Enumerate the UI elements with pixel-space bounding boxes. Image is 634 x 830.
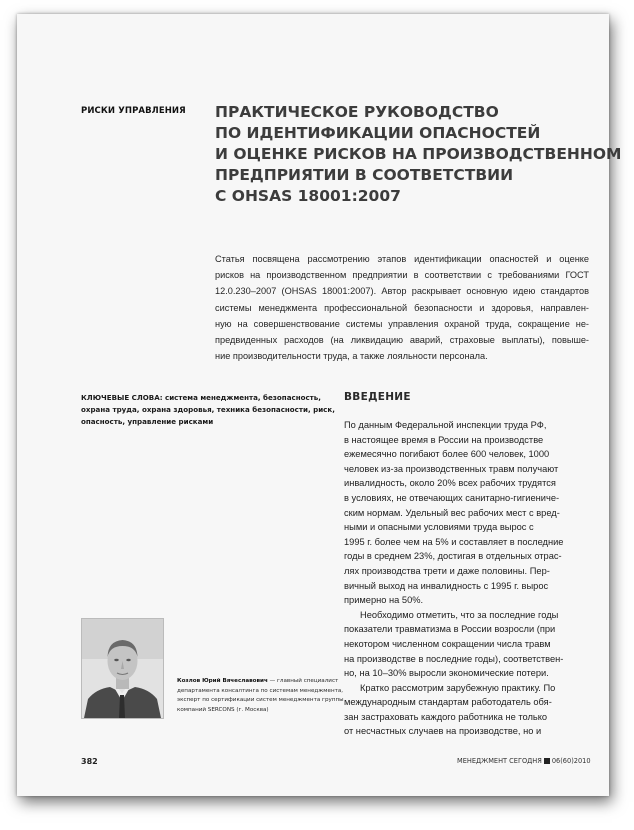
body-line: международным стандартам работодатель обя- — [344, 697, 552, 708]
keywords-line: опасность, управление рисками — [81, 417, 214, 426]
title-line: ПРЕДПРИЯТИИ В СООТВЕТСТВИИ — [215, 166, 514, 184]
body-line: ским нормам. Удельный вес рабочих мест с вред- — [344, 507, 560, 518]
body-line: годы в среднем 23%, достигая в отдельных отрас- — [344, 551, 562, 562]
body-line: лях производства трети и даже половины. Пер- — [344, 565, 550, 576]
article-title — [215, 102, 622, 207]
body-text — [344, 418, 594, 739]
author-line: департамента консалтинга по системам менеджмента, — [177, 687, 344, 694]
author-name: Козлов Юрий Вячеславович — [177, 678, 268, 684]
body-line: Необходимо отметить, что за последние годы — [360, 609, 559, 620]
title-line: И ОЦЕНКЕ РИСКОВ НА ПРОИЗВОДСТВЕННОМ — [215, 145, 622, 163]
abstract-line: системы менеджмента профессиональной безопасности и здоровья, направлен- — [215, 302, 589, 313]
section-label: РИСКИ УПРАВЛЕНИЯ — [81, 106, 186, 116]
abstract-line: ние производительности труда, а также лояльности персонала. — [215, 351, 488, 362]
keywords-line: охрана труда, охрана здоровья, техника безопасности, риск, — [81, 405, 335, 414]
body-line: примерно на 50%. — [344, 595, 424, 606]
page-sheet — [17, 14, 622, 796]
title-line: ПРАКТИЧЕСКОЕ РУКОВОДСТВО — [215, 103, 499, 121]
body-line: в настоящее время в России на производстве — [344, 434, 544, 445]
keywords — [81, 392, 335, 428]
body-line: Кратко рассмотрим зарубежную практику. По — [360, 682, 556, 693]
abstract-line: 12.0.230–2007 (OHSAS 18001:2007). Автор раскрывает основную идею стандартов — [215, 286, 589, 297]
journal-issue: 06(60)2010 — [551, 757, 591, 765]
journal-footer — [457, 757, 597, 765]
body-line: некотором численном сокращении числа травм — [344, 638, 551, 649]
body-line: По данным Федеральной инспекции труда РФ, — [344, 420, 547, 430]
journal-name: МЕНЕДЖМЕНТ СЕГОДНЯ — [457, 757, 542, 765]
body-line: на производстве в последние годы), соответствен- — [344, 653, 564, 664]
author-portrait-image — [82, 619, 163, 718]
page-number: 382 — [81, 757, 98, 766]
abstract — [215, 251, 589, 364]
body-line: в условиях, не отвечающих санитарно-гигиениче- — [344, 492, 560, 503]
body-line: но, на 10–30% выросли экономические потери. — [344, 668, 549, 679]
body-line: человек из-за производственных травм получают — [344, 463, 559, 474]
body-line: ными и опасными условиями труда вырос с — [344, 522, 534, 533]
author-info — [177, 677, 347, 715]
author-line: компаний SERCONS (г. Москва) — [177, 706, 269, 713]
body-line: зан застраховать каждого работника не только — [344, 711, 548, 722]
abstract-line: рисков на производственном предприятии в соответствии с требованиями ГОСТ — [215, 270, 589, 281]
author-line: эксперт по сертификации систем менеджмента группы — [177, 697, 344, 704]
keywords-line: КЛЮЧЕВЫЕ СЛОВА: система менеджмента, безопасность, — [81, 393, 321, 402]
title-line: ПО ИДЕНТИФИКАЦИИ ОПАСНОСТЕЙ — [215, 124, 541, 142]
body-line: от несчастных случаев на производстве, но и — [344, 726, 542, 737]
author-photo — [81, 618, 164, 719]
body-line: показатели травматизма в России возросли (при — [344, 624, 556, 635]
abstract-line: Статья посвящена рассмотрению этапов идентификации опасностей и оценке — [215, 254, 589, 264]
title-line: С OHSAS 18001:2007 — [215, 187, 401, 205]
body-line: инвалидность, около 20% всех рабочих трудятся — [344, 478, 556, 489]
body-line: ежемесячно погибают более 600 человек, 1000 — [344, 449, 550, 460]
section-heading: ВВЕДЕНИЕ — [344, 391, 411, 403]
author-line — [177, 677, 347, 687]
body-line: вичный выход на инвалидность с 1995 г. вырос — [344, 580, 549, 591]
abstract-line: предвиденных расходов (на ликвидацию аварий, страховые выплаты), повыше- — [215, 335, 589, 346]
author-desc: — главный специалист — [267, 678, 339, 684]
abstract-line: ную на совершенствование системы управления охраной труда, сокращение не- — [215, 318, 589, 329]
body-line: 1995 г. более чем на 5% и составляет в последние — [344, 536, 564, 547]
square-icon — [544, 758, 550, 764]
